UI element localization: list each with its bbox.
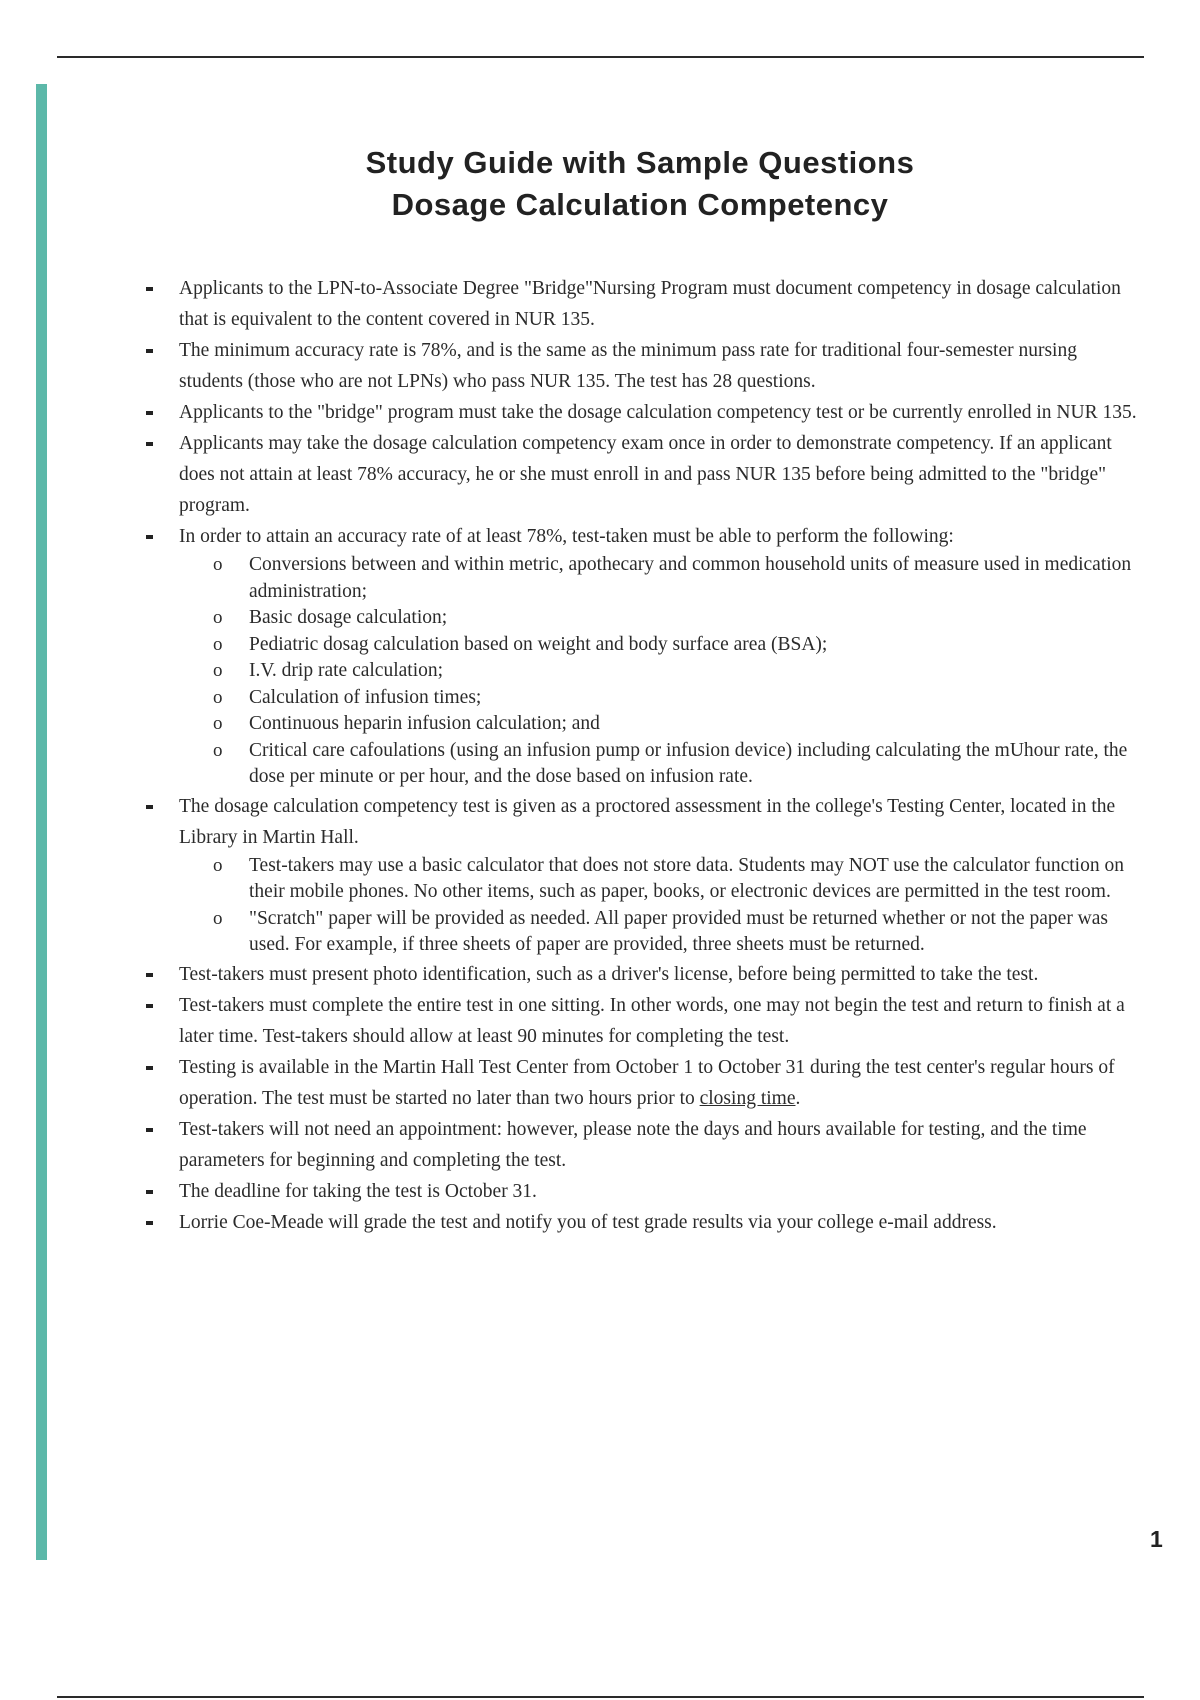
skill-item: o Pediatric dosag calculation based on weight and body surface area (BSA);	[179, 632, 1142, 659]
top-rule	[57, 56, 1144, 58]
bottom-rule	[57, 1696, 1144, 1698]
skill-item: o I.V. drip rate calculation;	[179, 658, 1142, 685]
skill-item: o Conversions between and within metric, apothecary and common household units of measure used in medication administration;	[179, 552, 1142, 605]
bullet-item	[142, 273, 1142, 335]
bullet-item	[142, 1207, 1142, 1238]
bullet-item	[142, 791, 1142, 959]
bullet-text: Test-takers must complete the entire test in one sitting. In other words, one may not begin the test and return to finish at a later time. Test-takers should allow at least 90 minutes for completing the test.	[179, 994, 1125, 1047]
bullet-item	[142, 1052, 1142, 1114]
bullet-text: In order to attain an accuracy rate of at least 78%, test-taken must be able to perform the following:	[179, 526, 954, 547]
bullet-text: The deadline for taking the test is October 31.	[179, 1180, 537, 1202]
bullet-item	[142, 959, 1142, 990]
title-line-1: Study Guide with Sample Questions	[365, 145, 915, 180]
bullet-list	[142, 273, 1142, 1238]
rule-item: o "Scratch" paper will be provided as needed. All paper provided must be returned whether or not the paper was used. For example, if three sheets of paper are provided, three sheets must be returned.	[179, 906, 1142, 959]
bullet-end-punctuation: .	[795, 1087, 801, 1109]
bullet-text: The dosage calculation competency test is given as a proctored assessment in the college's Testing Center, located in the Library in Martin Hall.	[179, 795, 1116, 848]
bullet-item	[142, 1114, 1142, 1176]
bullet-item	[142, 397, 1142, 428]
skill-item: o Calculation of infusion times;	[179, 685, 1142, 712]
skill-item: o Basic dosage calculation;	[179, 605, 1142, 632]
accent-bar	[36, 84, 47, 1560]
bullet-item	[142, 521, 1142, 791]
bullet-text: Lorrie Coe-Meade will grade the test and notify you of test grade results via your college e-mail address.	[179, 1211, 997, 1233]
bullet-item	[142, 990, 1142, 1052]
bullet-text: Applicants to the LPN-to-Associate Degree "Bridge"Nursing Program must document competency in dosage calculation that is equivalent to the content covered in NUR 135.	[179, 278, 1121, 330]
bullet-text: Test-takers must present photo identification, such as a driver's license, before being permitted to take the test.	[179, 963, 1039, 985]
skills-list	[179, 552, 1142, 791]
bullet-text: The minimum accuracy rate is 78%, and is the same as the minimum pass rate for traditional four-semester nursing students (those who are not LPNs) who pass NUR 135. The test has 28 questions.	[179, 340, 1077, 392]
skill-item: o Critical care cafoulations (using an infusion pump or infusion device) including calculating the mUhour rate, the dose per minute or per hour, and the dose based on infusion rate.	[179, 738, 1142, 791]
testing-rules-list	[179, 853, 1142, 959]
bullet-item	[142, 428, 1142, 521]
skill-item: o Continuous heparin infusion calculation; and	[179, 711, 1142, 738]
bullet-text: Applicants to the "bridge" program must take the dosage calculation competency test or be currently enrolled in NUR 135.	[179, 402, 1137, 423]
document-body	[142, 273, 1142, 1238]
rule-item: o Test-takers may use a basic calculator that does not store data. Students may NOT use the calculator function on their mobile phones. No other items, such as paper, books, or electronic devices are permitted in the test room.	[179, 853, 1142, 906]
bullet-text: Testing is available in the Martin Hall Test Center from October 1 to October 31 during the test center's regular hours of operation. The test must be started no later than two hours prior to	[179, 1056, 1115, 1109]
page-number: 1	[1150, 1526, 1163, 1552]
document-title	[120, 142, 1160, 226]
bullet-text: Test-takers will not need an appointment: however, please note the days and hours available for testing, and the time parameters for beginning and completing the test.	[179, 1118, 1087, 1171]
closing-time-text: closing time	[699, 1087, 796, 1109]
bullet-item	[142, 335, 1142, 397]
title-line-2: Dosage Calculation Competency	[391, 187, 889, 222]
bullet-item	[142, 1176, 1142, 1207]
bullet-text: Applicants may take the dosage calculation competency exam once in order to demonstrate competency. If an applicant does not attain at least 78% accuracy, he or she must enroll in and pass NUR 135 before being admitted to the "bridge" program.	[179, 433, 1112, 516]
